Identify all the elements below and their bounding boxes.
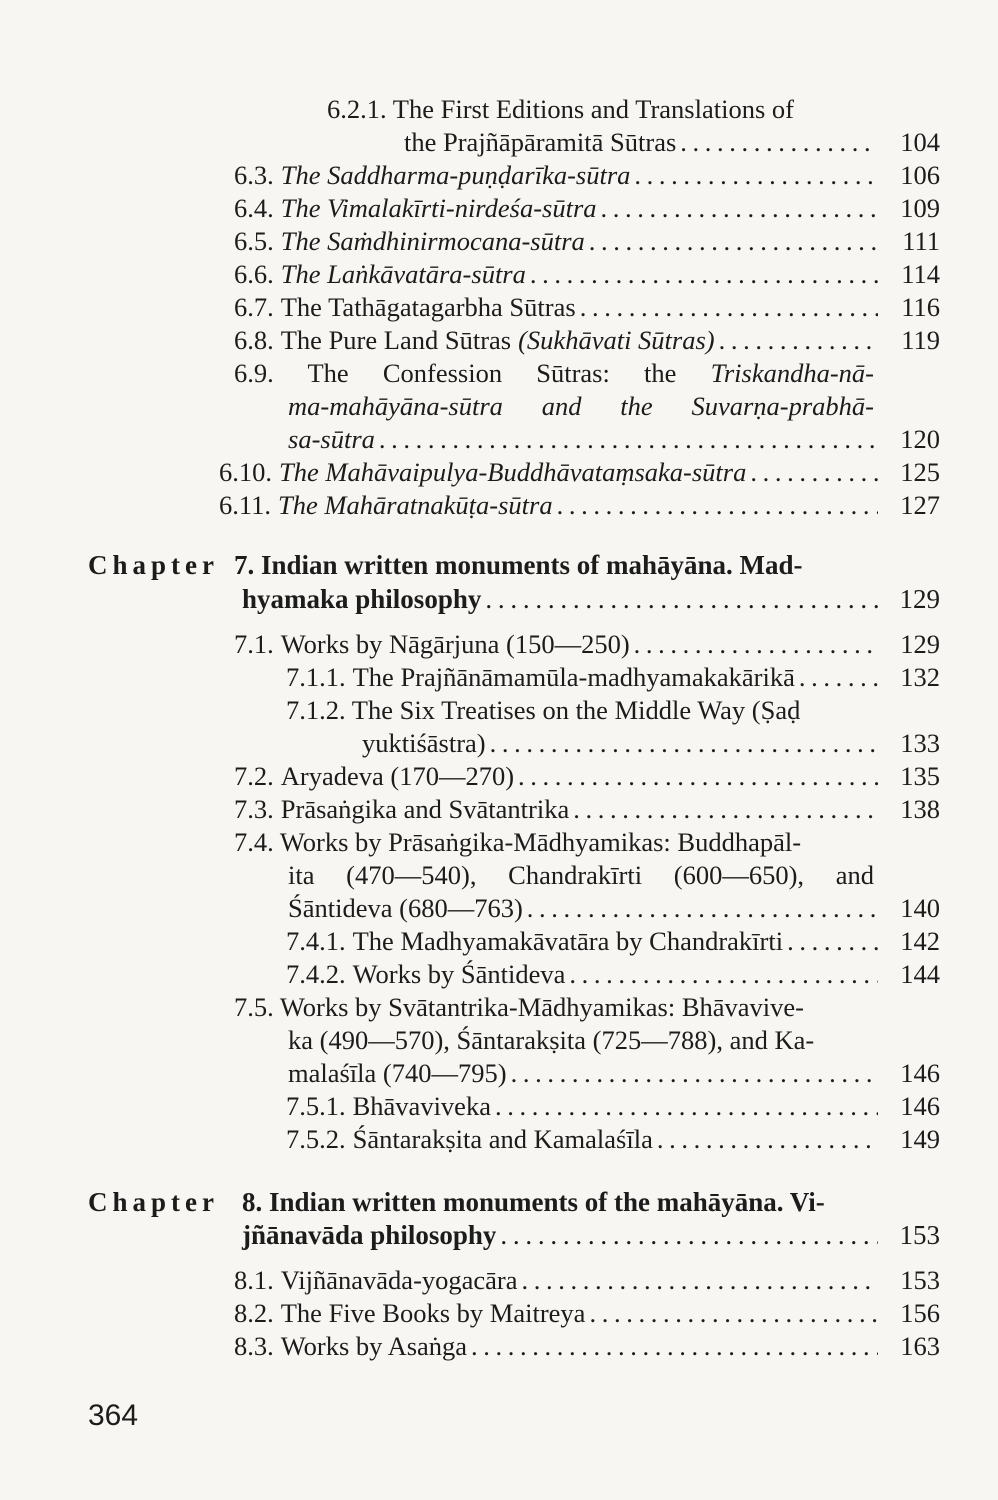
toc-entry-6-11: 6.11. The Mahāratnakūṭa-sūtra . . . 127: [219, 488, 940, 522]
toc-entry-8-1: 8.1. Vijñānavāda-yogacāra . . . 153: [234, 1263, 940, 1297]
toc-entry-7-5-end: malaśīla (740—795) . . . 146: [288, 1056, 940, 1090]
chapter-label: Chapter: [88, 1187, 219, 1217]
toc-entry-7-3: 7.3. Prāsaṅgika and Svātantrika . . . 138: [234, 792, 940, 826]
leader-dots: [676, 125, 878, 159]
toc-entry-6-6: 6.6. The Laṅkāvatāra-sūtra . . . 114: [234, 257, 940, 291]
toc-entry-7-1-2-cont: yuktiśāstra) . . . 133: [362, 726, 940, 760]
toc-entry-6-7: 6.7. The Tathāgatagarbha Sūtras . . . 116: [234, 290, 940, 324]
toc-entry-7-5-2: 7.5.2. Śāntarakṣita and Kamalaśīla . . . 149: [286, 1122, 940, 1156]
toc-entry-6-2-1: 6.2.1. The First Editions and Translations of: [327, 94, 794, 124]
chapter-8-title: 8. Indian written monuments of the mahāyāna. Vi-: [242, 1187, 825, 1217]
toc-entry-8-2: 8.2. The Five Books by Maitreya . . . 156: [234, 1296, 940, 1330]
toc-entry-7-1-1: 7.1.1. The Prajñānāmamūla-madhyamakakārikā . . . 132: [286, 660, 940, 694]
toc-entry-6-3: 6.3. The Saddharma-puṇḍarīka-sūtra . . . 106: [234, 158, 940, 192]
chapter-8-title-cont: jñānavāda philosophy . . . 153: [242, 1218, 940, 1252]
page-ref: 104: [900, 127, 940, 157]
toc-entry-7-4: 7.4. Works by Prāsaṅgika-Mādhyamikas: Buddhapāl-: [234, 827, 802, 857]
toc-entry-7-1-2: 7.1.2. The Six Treatises on the Middle Way (Ṣaḍ: [286, 695, 801, 725]
toc-entry-7-4-1: 7.4.1. The Madhyamakāvatāra by Chandrakīrti . . . 142: [286, 924, 940, 958]
toc-entry-7-5-cont: ka (490—570), Śāntarakṣita (725—788), and Ka-: [288, 1025, 815, 1055]
chapter-7-title: 7. Indian written monuments of mahāyāna. Mad-: [234, 550, 803, 580]
toc-entry-7-1: 7.1. Works by Nāgārjuna (150—250) . . . 129: [234, 627, 940, 661]
toc-entry-6-8: 6.8. The Pure Land Sūtras (Sukhāvati Sūtras) . . . 119: [234, 323, 940, 357]
toc-entry-8-3: 8.3. Works by Asaṅga . . . 163: [234, 1329, 940, 1363]
toc-entry-6-9-end: sa-sūtra . . . 120: [288, 422, 940, 456]
toc-entry-7-5-1: 7.5.1. Bhāvaviveka . . . 146: [286, 1089, 940, 1123]
toc-entry-7-4-2: 7.4.2. Works by Śāntideva . . . 144: [286, 957, 940, 991]
toc-entry-7-4-cont: ita (470—540), Chandrakīrti (600—650), and: [288, 860, 874, 890]
page-number: 364: [88, 1399, 139, 1432]
toc-entry-7-5: 7.5. Works by Svātantrika-Mādhyamikas: Bhāvavive-: [234, 992, 804, 1022]
chapter-label: Chapter: [88, 550, 219, 580]
toc-entry-7-4-end: Śāntideva (680—763) . . . 140: [288, 891, 940, 925]
chapter-7-title-cont: hyamaka philosophy . . . 129: [242, 582, 940, 616]
toc-entry-6-9: 6.9. The Confession Sūtras: the Triskandha-nā-: [234, 358, 875, 388]
toc-entry-7-2: 7.2. Aryadeva (170—270) . . . 135: [234, 759, 940, 793]
toc-entry-6-4: 6.4. The Vimalakīrti-nirdeśa-sūtra . . . 109: [234, 191, 940, 225]
toc-entry-6-5: 6.5. The Saṁdhinirmocana-sūtra . . . 111: [234, 224, 940, 258]
toc-entry-6-10: 6.10. The Mahāvaipulya-Buddhāvataṃsaka-sūtra . . . 125: [219, 455, 940, 489]
toc-entry-6-9-cont: ma-mahāyāna-sūtra and the Suvarṇa-prabhā-: [288, 391, 874, 421]
toc-entry-6-2-1-cont: the Prajñāpāramitā Sūtras . . . 104: [404, 125, 940, 159]
